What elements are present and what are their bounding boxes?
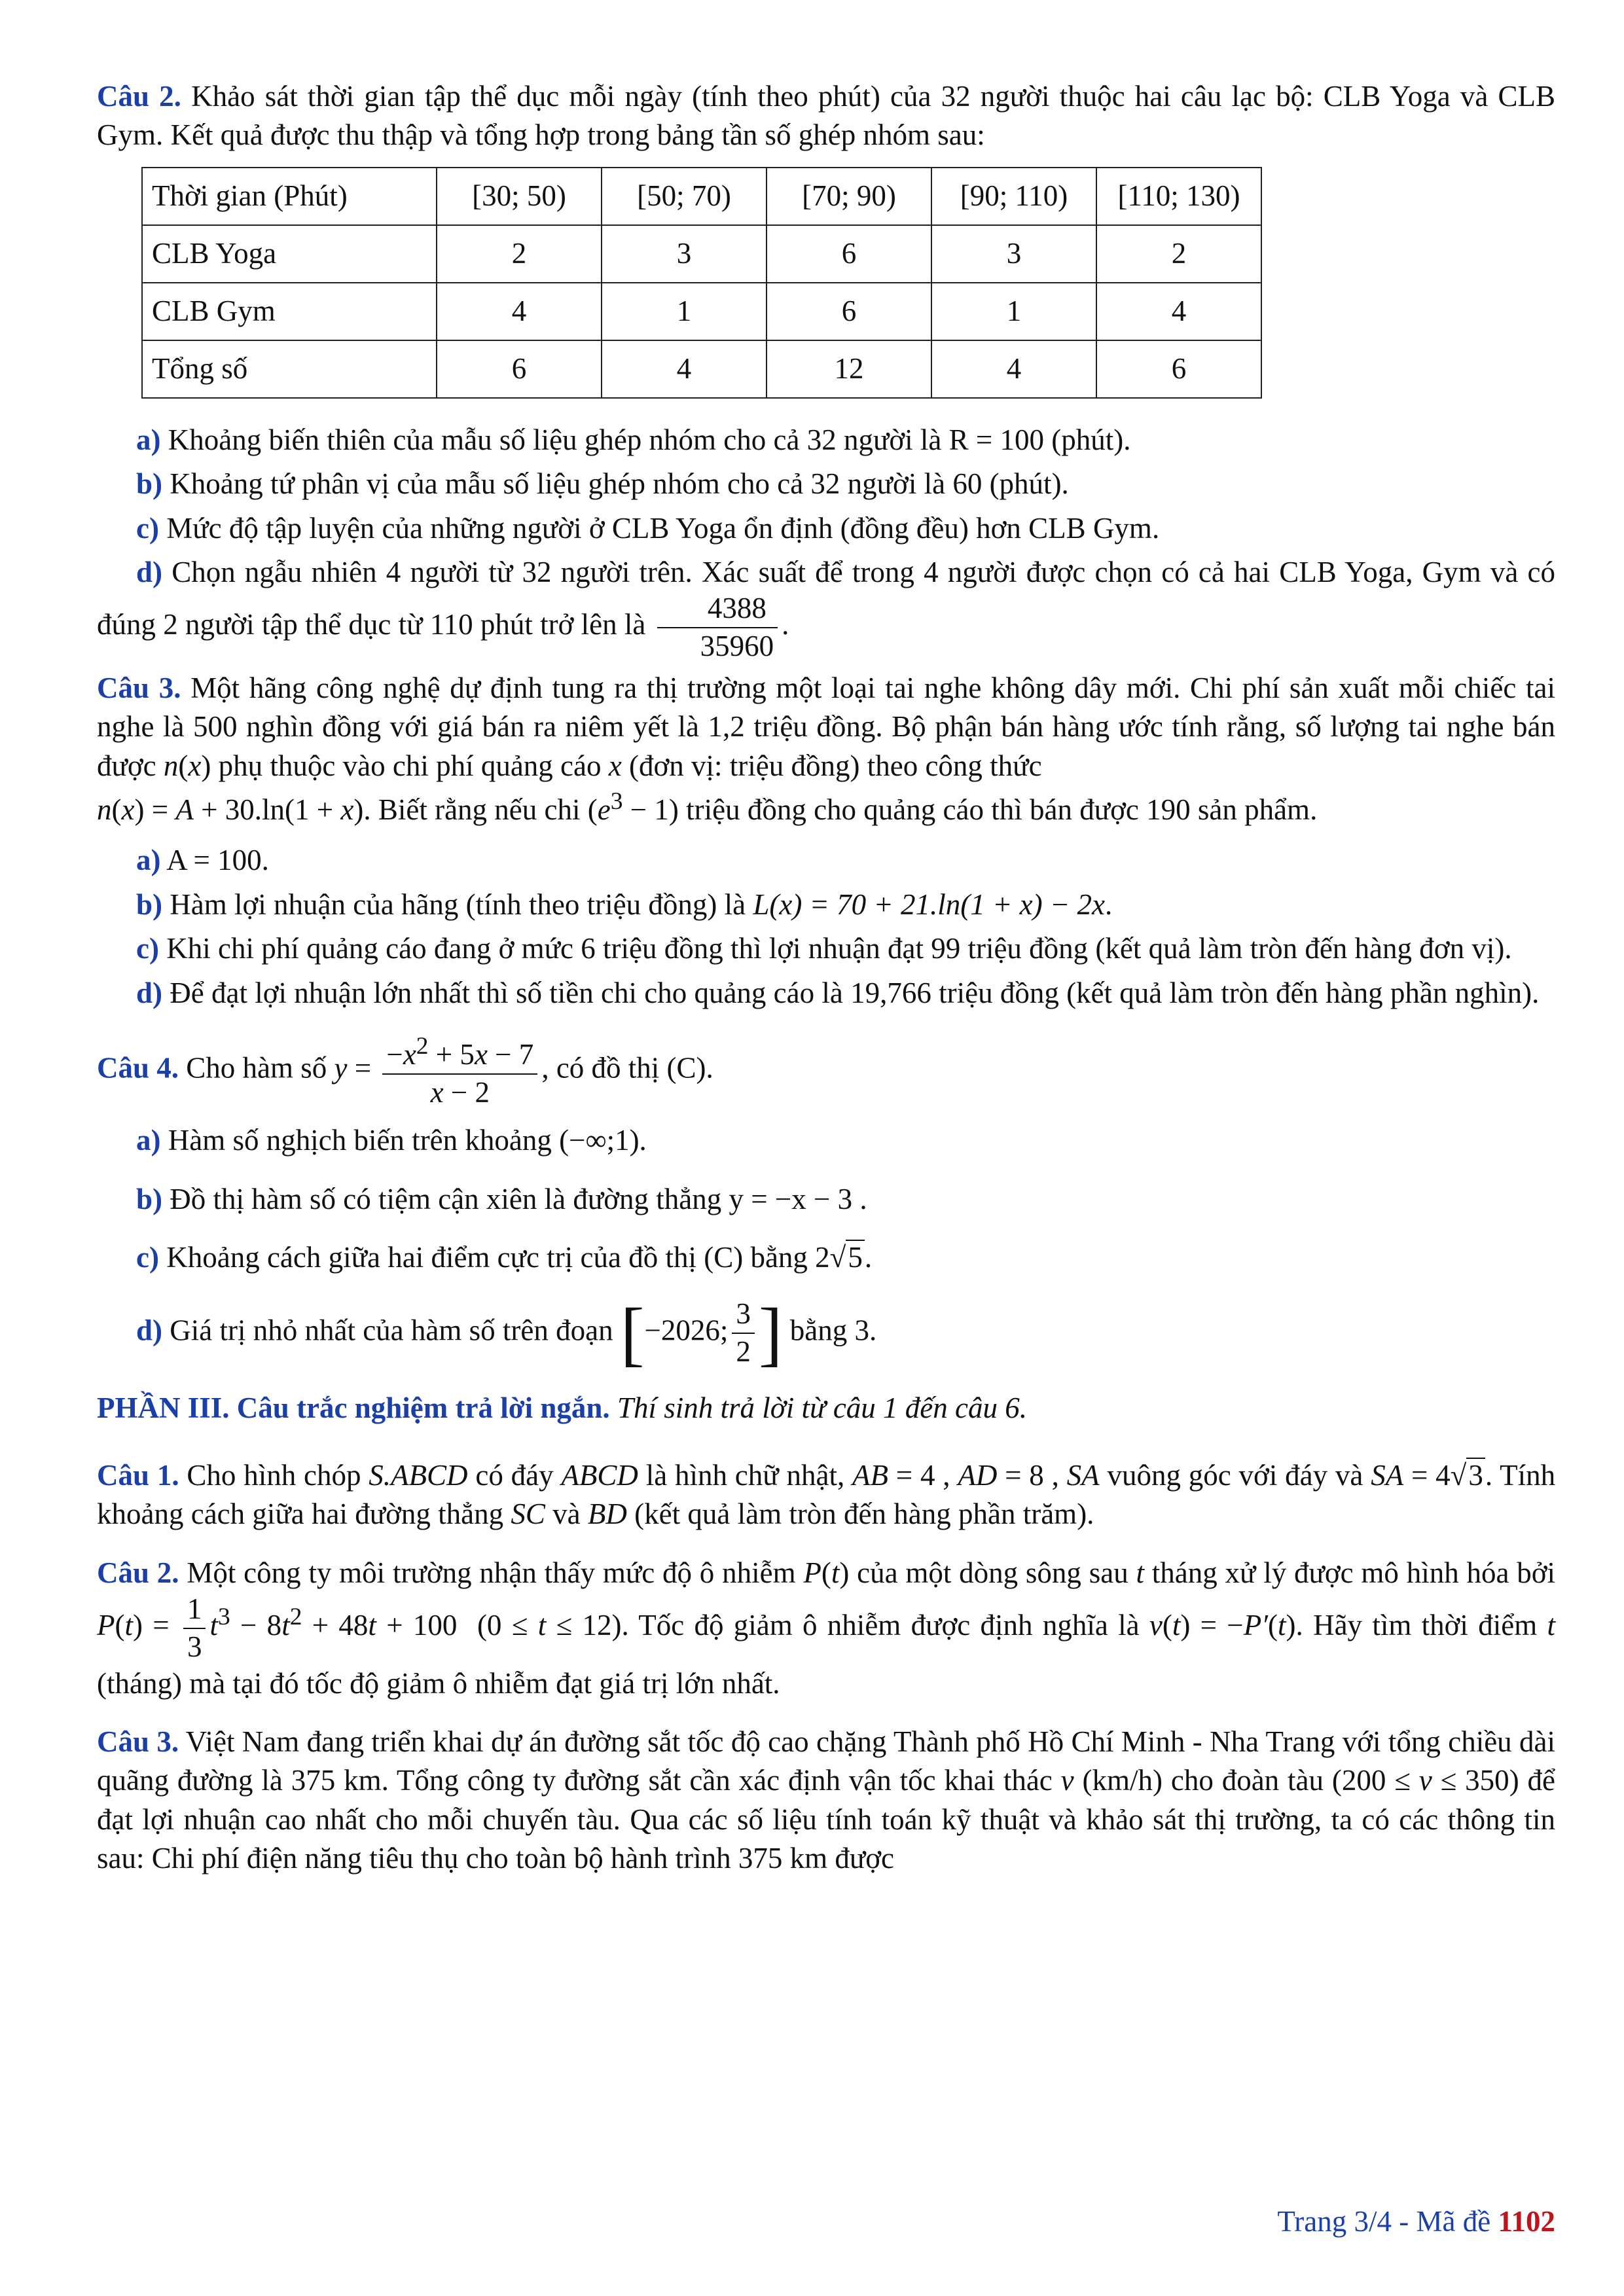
exam-page <box>97 77 1555 1890</box>
question-text: Việt Nam đang triển khai dự án đường sắt tốc độ cao chặng Thành phố Hồ Chí Minh - Nha Trang với tổng chiều dài quãng đường là 375 km. Tổng công ty đường sắt cần xác định vận tốc khai thác <box>97 1725 1555 1797</box>
option-label: d) <box>136 976 163 1009</box>
table-cell: 2 <box>1096 225 1261 283</box>
option-b <box>136 1180 1555 1219</box>
math-formula-n: n(x) = A + 30.ln(1 + x) <box>97 793 364 827</box>
question-label: Câu 2. <box>97 1556 179 1589</box>
question-label: Câu 4. <box>97 1051 179 1085</box>
option-a <box>136 421 1555 459</box>
option-label: a) <box>136 1124 161 1157</box>
option-d: d) Giá trị nhỏ nhất của hàm số trên đoạn [−2026; $\frac{3}{2}$ ] bằng 3. <box>136 1293 877 1373</box>
question-text: . Tính khoảng cách giữa hai đường thẳng <box>97 1459 1556 1531</box>
question-text: . Hãy tìm thời điểm <box>1295 1609 1538 1642</box>
interval-fraction: $\frac{3}{2}$ <box>732 1297 755 1369</box>
profit-formula: L(x) = 70 + 21.ln(1 + x) − 2x <box>753 888 1105 921</box>
table-header-cell: [70; 90) <box>767 168 931 225</box>
option-label: b) <box>136 888 163 921</box>
question-3: Câu 3. Một hãng công nghệ dự định tung ra thị trường một loại tai nghe không dây mới. Chi phí sản xuất mỗi chiếc tai nghe là 500 nghìn đồng với giá bán ra niêm yết là 1,2 triệu đồng. Bộ phận bán hàng ước tính rằng, số lượng tai nghe bán được n(x) phụ thuộc vào chi phí quảng cáo x (đơn vị: triệu đồng) theo công thức n(x) = A + 30.ln(1 + x). Biết rằng nếu chi $(e^3 - 1)$ triệu đồng cho quảng cáo thì bán được 190 sản phẩm. <box>97 671 1556 827</box>
option-label: a) <box>136 844 161 877</box>
question-text: ) để đạt lợi nhuận cao nhất cho mỗi chuyến tàu. Qua các số liệu tính toán kỹ thuật và khảo sát thị trường, ta có các thông tin sau: Chi phí điện năng tiêu thụ cho toàn bộ hành trình 375 km được <box>97 1764 1556 1875</box>
table-row <box>142 340 1261 398</box>
option-label: d) <box>136 555 163 588</box>
part-note: Thí sinh trả lời từ câu 1 đến câu 6. <box>617 1391 1027 1424</box>
exam-code: 1102 <box>1498 2205 1555 2238</box>
option-text: Khoảng cách giữa hai điểm cực trị của đồ thị (C) bằng <box>166 1241 808 1274</box>
option-text: Chọn ngẫu nhiên 4 người từ 32 người trên. Xác suất để trong 4 người được chọn có cả hai CLB Yoga, Gym và có đúng 2 người tập thể dục từ 110 phút trở lên là <box>97 555 1556 641</box>
table-cell: 4 <box>1096 283 1261 340</box>
question-text: (tháng) mà tại đó tốc độ giảm ô nhiễm đạt giá trị lớn nhất. <box>97 1666 780 1700</box>
option-c: c) Khoảng cách giữa hai điểm cực trị của đồ thị (C) bằng 2√5. <box>136 1241 873 1274</box>
frequency-table <box>141 167 1262 399</box>
option-a <box>136 841 1555 880</box>
part-3-heading <box>97 1389 1555 1427</box>
table-header-cell: Thời gian (Phút) <box>142 168 437 225</box>
question-label: Câu 3. <box>97 671 181 704</box>
option-text: Giá trị nhỏ nhất của hàm số trên đoạn <box>170 1313 613 1346</box>
question-text: . Biết rằng nếu chi <box>363 793 581 827</box>
table-cell: 1 <box>931 283 1096 340</box>
question-text: phụ thuộc vào chi phí quảng cáo <box>218 749 602 782</box>
option-label: c) <box>136 511 159 545</box>
table-cell: 3 <box>931 225 1096 283</box>
question-text: là hình chữ nhật, <box>645 1459 845 1492</box>
table-header-row <box>142 168 1261 225</box>
table-header-cell: [110; 130) <box>1096 168 1261 225</box>
question-text: (kết quả làm tròn đến hàng phần trăm). <box>634 1498 1094 1531</box>
option-text: Mức độ tập luyện của những người ở CLB Yoga ổn định (đồng đều) hơn CLB Gym. <box>166 511 1160 545</box>
question-text: . Tốc độ giảm ô nhiễm được định nghĩa là <box>621 1609 1140 1642</box>
question-text: , có đồ thị (C). <box>541 1051 713 1085</box>
probability-fraction <box>657 592 778 664</box>
option-text: A = 100. <box>166 844 269 877</box>
option-d: d) Chọn ngẫu nhiên 4 người từ 32 người trên. Xác suất để trong 4 người được chọn có cả hai CLB Yoga, Gym và có đúng 2 người tập thể dục từ 110 phút trở lên là $\frac{4388}{35960}$ . <box>97 555 1556 663</box>
option-label: a) <box>136 423 161 456</box>
table-cell: 2 <box>437 225 602 283</box>
table-cell: CLB Yoga <box>142 225 437 283</box>
question-text: Một công ty môi trường nhận thấy mức độ ô nhiễm <box>187 1556 796 1589</box>
question-text: (đơn vị: triệu đồng) theo công thức <box>629 749 1042 782</box>
fraction-numerator: 4388 <box>657 592 778 628</box>
math-cost: $(e^3 - 1)$ <box>587 788 679 827</box>
table-cell: Tổng số <box>142 340 437 398</box>
question-text: có đáy <box>475 1459 554 1492</box>
table-cell: CLB Gym <box>142 283 437 340</box>
math-speed: v(t) = −P′(t) <box>1149 1609 1296 1642</box>
option-d <box>97 974 1555 1013</box>
math-pollution-model: P(t) = $\frac{1}{3}$ $t^3 - 8t^2 + 48t + 100$ (0 ≤ t ≤ 12) <box>97 1592 622 1663</box>
math-n-of-x: n <box>163 749 179 782</box>
part3-question-1: Câu 1. Cho hình chóp S.ABCD có đáy ABCD là hình chữ nhật, AB = 4 , AD = 8 , SA vuông góc với đáy và SA = 4√3. Tính khoảng cách giữa hai đường thẳng SC và BD (kết quả làm tròn đến hàng phần trăm). <box>97 1459 1556 1531</box>
footer-text: Trang 3/4 - Mã đề <box>1277 2205 1491 2238</box>
option-text: bằng 3. <box>789 1313 877 1346</box>
option-text: Khoảng tứ phân vị của mẫu số liệu ghép nhóm cho cả 32 người là 60 (phút). <box>170 467 1069 501</box>
table-cell: 6 <box>1096 340 1261 398</box>
table-row <box>142 225 1261 283</box>
option-b: b) Hàm lợi nhuận của hãng (tính theo triệu đồng) là L(x) = 70 + 21.ln(1 + x) − 2x. <box>136 888 1113 921</box>
question-text: Cho hình chóp <box>187 1459 361 1492</box>
question-text: vuông góc với đáy và <box>1107 1459 1363 1492</box>
option-label: b) <box>136 1182 163 1215</box>
option-a <box>136 1121 1555 1160</box>
question-label: Câu 3. <box>97 1725 179 1759</box>
option-label: b) <box>136 467 163 501</box>
question-text: Cho hàm số <box>186 1051 327 1085</box>
question-4 <box>97 1032 1555 1110</box>
option-text: Hàm số nghịch biến trên khoảng (−∞;1). <box>168 1124 647 1157</box>
table-cell: 4 <box>931 340 1096 398</box>
question-2 <box>97 77 1555 155</box>
table-cell: 3 <box>602 225 767 283</box>
option-b <box>136 465 1555 503</box>
table-header-cell: [50; 70) <box>602 168 767 225</box>
part3-question-2: Câu 2. Một công ty môi trường nhận thấy mức độ ô nhiễm P(t) của một dòng sông sau t tháng xử lý được mô hình hóa bởi P(t) = $\frac{1}{3}$ $t^3 - 8t^2 + 48t + 100$ (0 ≤ t ≤ 12). Tốc độ giảm ô nhiễm được định nghĩa là v(t) = −P′(t). Hãy tìm thời điểm t (tháng) mà tại đó tốc độ giảm ô nhiễm đạt giá trị lớn nhất. <box>97 1556 1556 1700</box>
table-header-cell: [90; 110) <box>931 168 1096 225</box>
math-x: x <box>608 749 622 782</box>
question-text: tháng xử lý được mô hình hóa bởi <box>1151 1556 1556 1589</box>
option-text: Để đạt lợi nhuận lớn nhất thì số tiền chi cho quảng cáo là 19,766 triệu đồng (kết quả làm tròn đến hàng phần nghìn). <box>170 976 1540 1009</box>
question-text: triệu đồng cho quảng cáo thì bán được 190 sản phẩm. <box>686 793 1318 827</box>
option-text: Đồ thị hàm số có tiệm cận xiên là đường thẳng y = −x − 3 . <box>170 1182 867 1215</box>
table-cell: 6 <box>767 225 931 283</box>
table-row <box>142 283 1261 340</box>
table-cell: 1 <box>602 283 767 340</box>
table-cell: 6 <box>767 283 931 340</box>
table-cell: 6 <box>437 340 602 398</box>
option-label: c) <box>136 1241 159 1274</box>
page-footer <box>1277 2202 1555 2241</box>
option-label: d) <box>136 1313 163 1346</box>
table-header-cell: [30; 50) <box>437 168 602 225</box>
table-cell: 4 <box>437 283 602 340</box>
option-text: Hàm lợi nhuận của hãng (tính theo triệu đồng) là <box>170 888 746 921</box>
option-c <box>97 929 1555 968</box>
question-label: Câu 1. <box>97 1459 179 1492</box>
option-text: Khi chi phí quảng cáo đang ở mức 6 triệu đồng thì lợi nhuận đạt 99 triệu đồng (kết quả làm tròn đến hàng đơn vị). <box>166 932 1512 965</box>
question-text: của một dòng sông sau <box>857 1556 1128 1589</box>
part-title: PHẦN III. Câu trắc nghiệm trả lời ngắn. <box>97 1391 610 1424</box>
option-label: c) <box>136 932 159 965</box>
question-text: Khảo sát thời gian tập thể dục mỗi ngày (tính theo phút) của 32 người thuộc hai câu lạc bộ: CLB Yoga và CLB Gym. Kết quả được thu thập và tổng hợp trong bảng tần số ghép nhóm sau: <box>97 80 1555 152</box>
question-text: (km/h) cho đoàn tàu ( <box>1082 1764 1342 1797</box>
question-text: Một hãng công nghệ dự định tung ra thị trường một loại tai nghe không dây mới. Chi phí sản xuất mỗi chiếc tai nghe là 500 nghìn đồng với giá bán ra niêm yết là 1,2 triệu đồng. Bộ phận bán hàng ước tính rằng, số lượng tai nghe bán được <box>97 671 1556 782</box>
option-c <box>136 509 1555 548</box>
fraction-denominator: 35960 <box>700 630 774 663</box>
table-cell: 12 <box>767 340 931 398</box>
question-label: Câu 2. <box>97 80 181 113</box>
part3-question-3: Câu 3. Việt Nam đang triển khai dự án đường sắt tốc độ cao chặng Thành phố Hồ Chí Minh - Nha Trang với tổng chiều dài quãng đường là 375 km. Tổng công ty đường sắt cần xác định vận tốc khai thác v (km/h) cho đoàn tàu (200 ≤ v ≤ 350) để đạt lợi nhuận cao nhất cho mỗi chuyến tàu. Qua các số liệu tính toán kỹ thuật và khảo sát thị trường, ta có các thông tin sau: Chi phí điện năng tiêu thụ cho toàn bộ hành trình 375 km được <box>97 1725 1556 1875</box>
table-cell: 4 <box>602 340 767 398</box>
question-text: và <box>552 1498 581 1531</box>
function-fraction: $\frac{-x^2 + 5x - 7}{x - 2}$ <box>382 1032 537 1110</box>
option-text: Khoảng biến thiên của mẫu số liệu ghép nhóm cho cả 32 người là R = 100 (phút). <box>168 423 1131 456</box>
math-function: y = $\frac{-x^2 + 5x - 7}{x - 2}$ <box>334 1052 542 1085</box>
